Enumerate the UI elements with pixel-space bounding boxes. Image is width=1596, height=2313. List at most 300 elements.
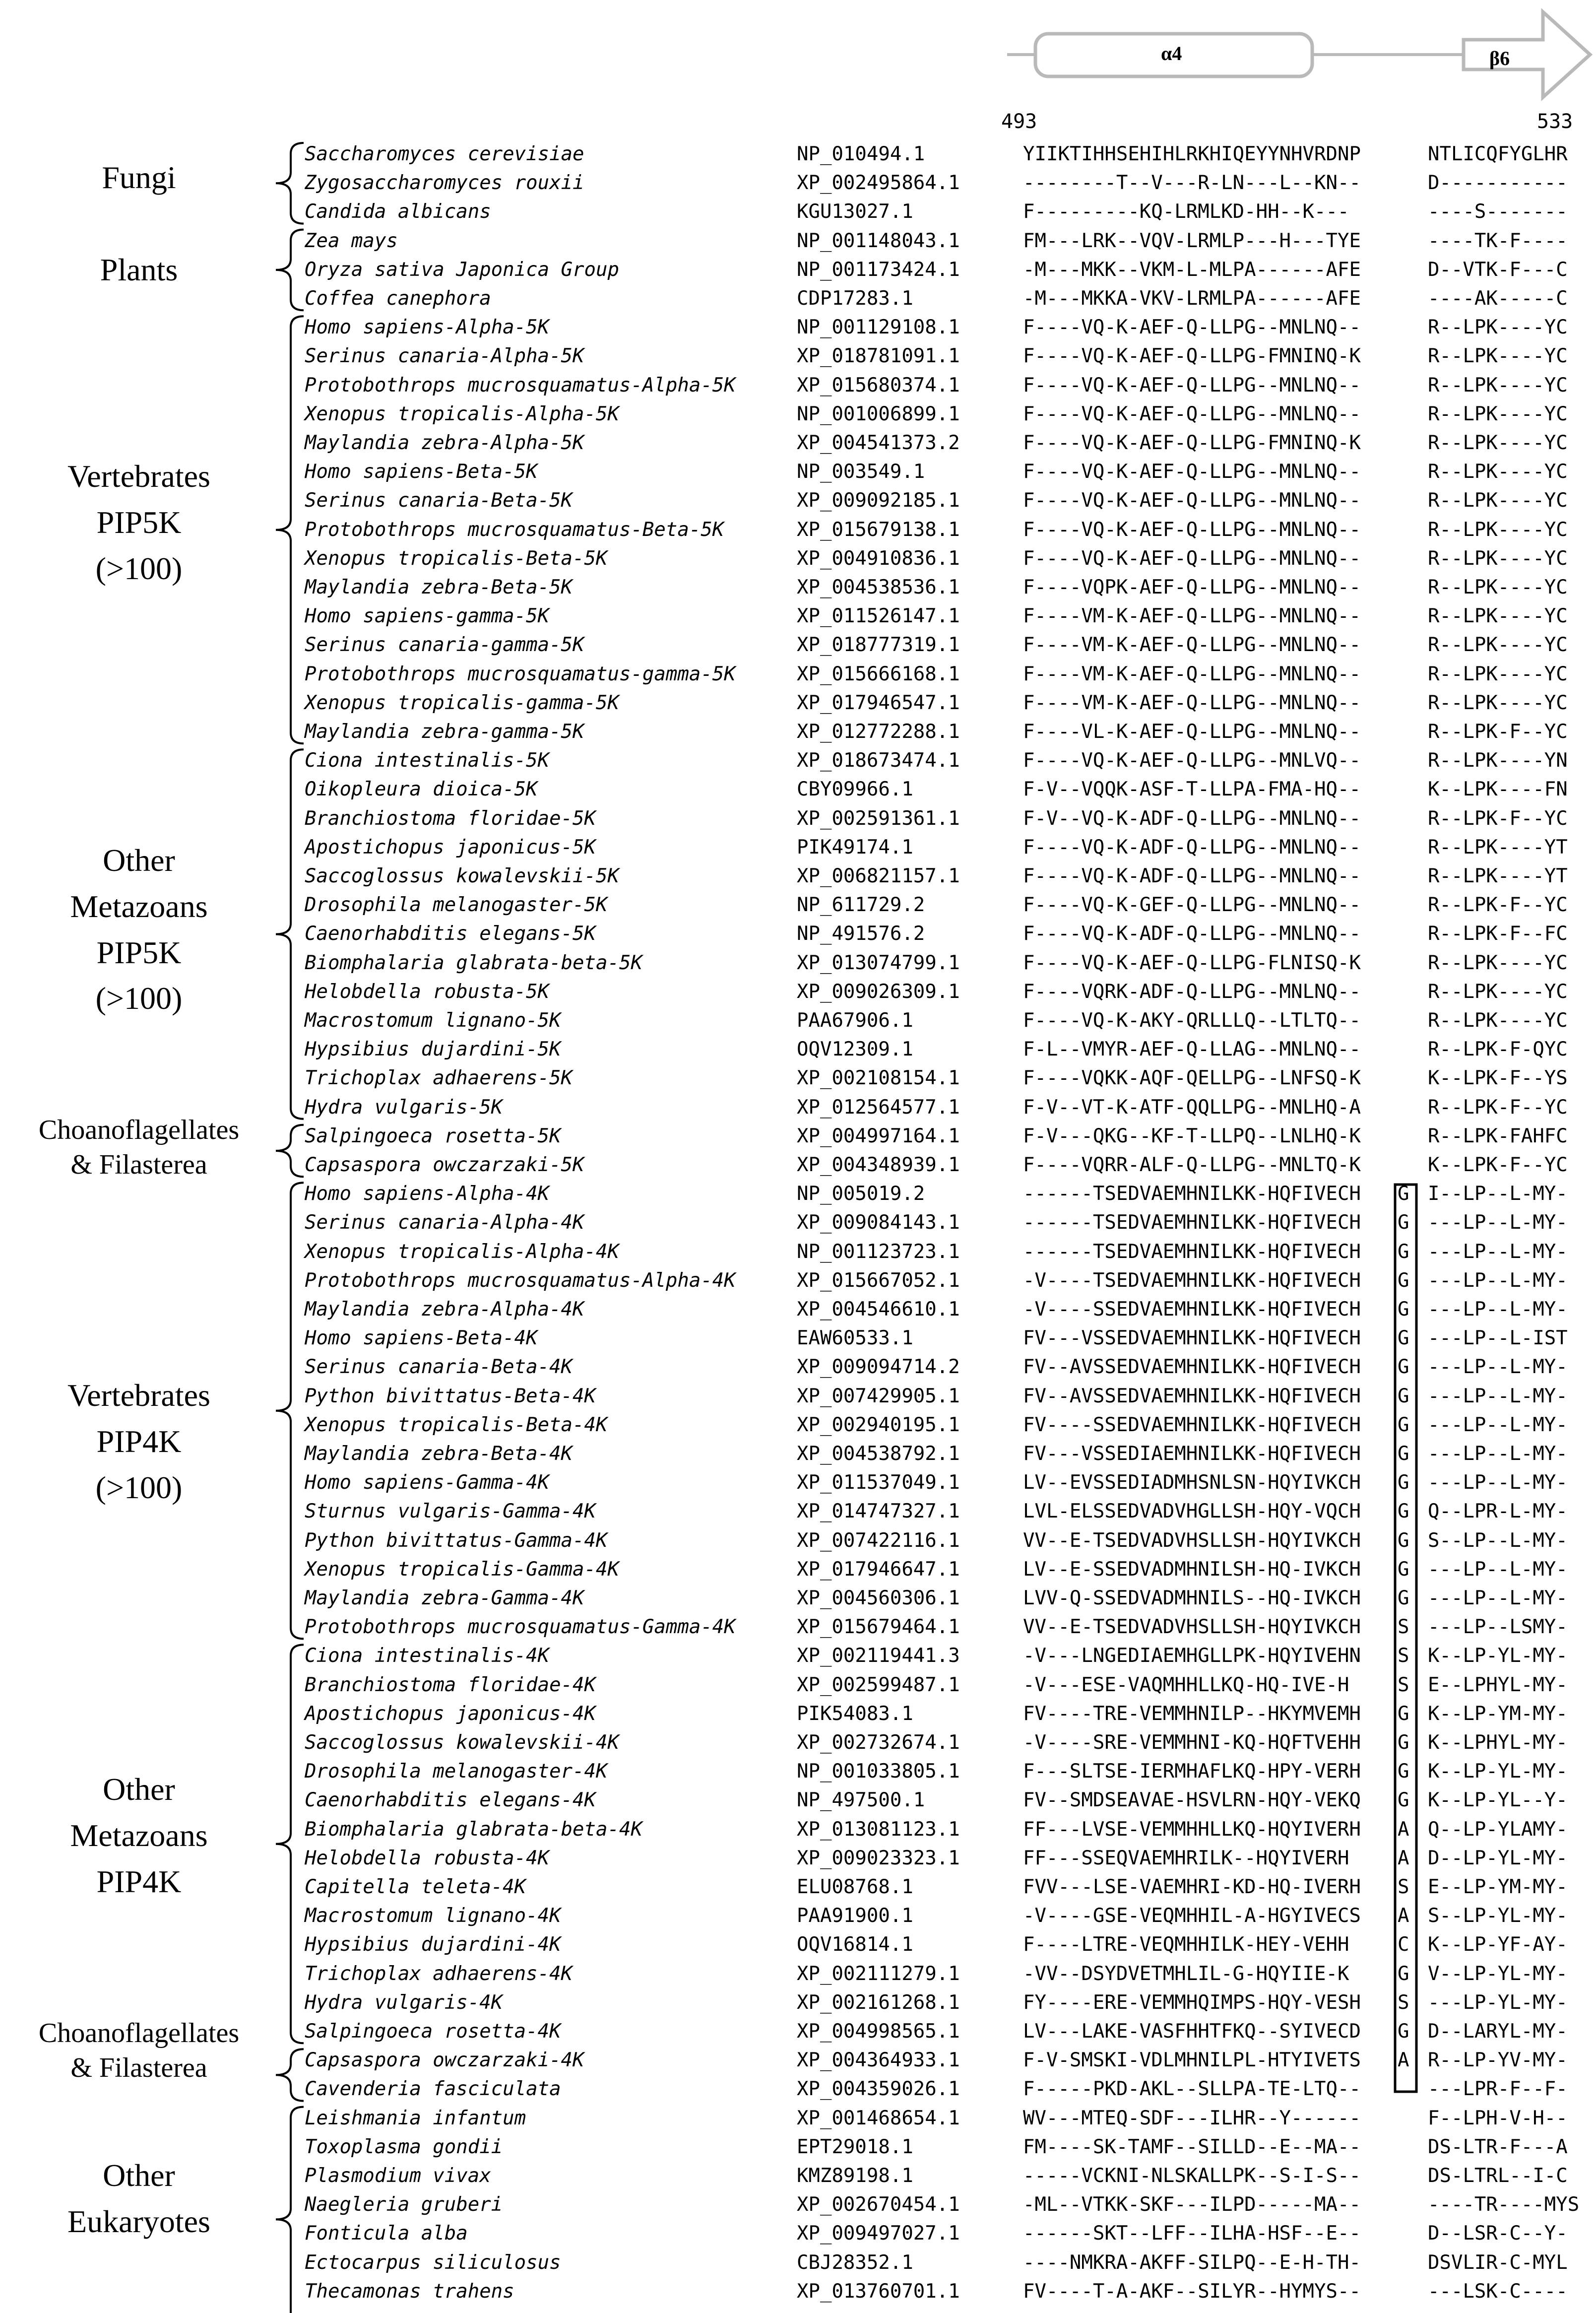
sequence-segment-1: -ML--VTKK-SKF---ILPD-----MA--	[1023, 2193, 1361, 2216]
accession-number: NP_001173424.1	[797, 258, 960, 281]
sequence-segment-1: F-V--VQ-K-ADF-Q-LLPG--MNLNQ--	[1023, 807, 1361, 830]
group-label-line: Metazoans	[70, 1817, 208, 1853]
sequence-segment-1: VV--E-TSEDVADVHSLLSH-HQYIVKCH	[1023, 1616, 1361, 1639]
sequence-segment-2: ---LP--L-MY-	[1428, 1298, 1568, 1321]
sequence-segment-1: LV--E-SSEDVADMHNILSH-HQ-IVKCH	[1023, 1558, 1361, 1581]
sequence-segment-2: S--LP--L-MY-	[1428, 1529, 1568, 1552]
sequence-segment-2: R--LPK----YC	[1428, 461, 1568, 483]
accession-number: EAW60533.1	[797, 1327, 913, 1350]
sequence-segment-2: R--LPK----YC	[1428, 345, 1568, 368]
accession-number: NP_497500.1	[797, 1789, 925, 1812]
sequence-segment-2: ---LP--LSMY-	[1428, 1616, 1568, 1639]
group-label-line: Eukaryotes	[67, 2203, 210, 2239]
sequence-segment-2: K--LP-YL-MY-	[1428, 1645, 1568, 1667]
group-label-line: PIP5K	[96, 934, 182, 970]
species-name: Homo sapiens-Beta-5K	[305, 461, 538, 483]
sequence-segment-1: F----VQRR-ALF-Q-LLPG--MNLTQ-K	[1023, 1154, 1361, 1176]
sequence-segment-1: F-V--VT-K-ATF-QQLLPG--MNLHQ-A	[1023, 1096, 1361, 1119]
species-name: Biomphalaria glabrata-beta-5K	[305, 951, 642, 974]
accession-number: XP_009084143.1	[797, 1211, 960, 1234]
accession-number: XP_004997164.1	[797, 1124, 960, 1147]
boxed-residue: G	[1398, 1269, 1409, 1292]
species-name: Homo sapiens-Gamma-4K	[305, 1471, 550, 1494]
sequence-segment-1: FM----SK-TAMF--SILLD--E--MA--	[1023, 2135, 1361, 2158]
species-name: Macrostomum lignano-4K	[305, 1905, 561, 1927]
species-name: Saccoglossus kowalevskii-5K	[305, 865, 619, 887]
species-name: Toxoplasma gondii	[305, 2135, 503, 2158]
sequence-segment-2: E--LPHYL-MY-	[1428, 1673, 1568, 1696]
sequence-segment-1: -V---LNGEDIAEMHGLLPK-HQYIVEHN	[1023, 1645, 1361, 1667]
accession-number: XP_004560306.1	[797, 1587, 960, 1609]
beta6-label: β6	[1489, 47, 1510, 69]
group-label-line: PIP5K	[96, 504, 182, 540]
species-name: Trichoplax adhaerens-5K	[305, 1067, 573, 1090]
species-name: Homo sapiens-Alpha-4K	[305, 1183, 550, 1205]
group-label-line: (>100)	[95, 550, 183, 586]
sequence-segment-2: R--LPK-FAHFC	[1428, 1124, 1568, 1147]
accession-number: XP_002495864.1	[797, 172, 960, 195]
species-name: Serinus canaria-Beta-5K	[305, 489, 573, 512]
sequence-segment-2: R--LPK----YC	[1428, 980, 1568, 1003]
species-name: Leishmania infantum	[305, 2107, 526, 2129]
sequence-segment-1: F----VQPK-AEF-Q-LLPG--MNLNQ--	[1023, 576, 1361, 598]
group-label-line: PIP4K	[96, 1423, 182, 1459]
accession-number: XP_009023323.1	[797, 1847, 960, 1869]
accession-number: NP_491576.2	[797, 923, 925, 945]
sequence-segment-1: F----VQ-K-AEF-Q-LLPG--MNLNQ--	[1023, 547, 1361, 570]
species-name: Helobdella robusta-5K	[305, 980, 550, 1003]
species-name: Maylandia zebra-gamma-5K	[305, 721, 584, 743]
accession-number: EPT29018.1	[797, 2135, 913, 2158]
species-name: Naegleria gruberi	[305, 2193, 503, 2216]
group-label-line: Fungi	[102, 160, 176, 195]
accession-number: NP_001123723.1	[797, 1240, 960, 1263]
sequence-segment-1: F-V---QKG--KF-T-LLPQ--LNLHQ-K	[1023, 1124, 1361, 1147]
sequence-segment-2: I--LP--L-MY-	[1428, 1183, 1568, 1205]
accession-number: XP_013074799.1	[797, 951, 960, 974]
species-name: Ectocarpus siliculosus	[305, 2251, 561, 2274]
boxed-residue: G	[1398, 1298, 1409, 1321]
sequence-segment-1: FV----T-A-AKF--SILYR--HYMYS--	[1023, 2280, 1361, 2303]
species-name: Branchiostoma floridae-4K	[305, 1673, 596, 1696]
sequence-segment-1: WV---MTEQ-SDF---ILHR--Y------	[1023, 2107, 1361, 2129]
sequence-segment-2: K--LPHYL-MY-	[1428, 1731, 1568, 1754]
group-label-line: Other	[103, 1772, 175, 1807]
sequence-segment-2: ---LP--L-MY-	[1428, 1385, 1568, 1407]
group-label-line: Choanoflagellates	[38, 2018, 240, 2049]
sequence-segment-1: -V---ESE-VAQMHHLLKQ-HQ-IVE-H	[1023, 1673, 1349, 1696]
sequence-segment-1: F----VM-K-AEF-Q-LLPG--MNLNQ--	[1023, 662, 1361, 685]
sequence-segment-1: F----VQ-K-AEF-Q-LLPG--MNLNQ--	[1023, 518, 1361, 541]
species-name: Maylandia zebra-Beta-5K	[305, 576, 573, 598]
sequence-segment-2: F--LPH-V-H--	[1428, 2107, 1568, 2129]
accession-number: XP_004364933.1	[797, 2049, 960, 2072]
accession-number: XP_004359026.1	[797, 2078, 960, 2101]
accession-number: XP_015680374.1	[797, 374, 960, 397]
accession-number: XP_004546610.1	[797, 1298, 960, 1321]
boxed-residue: S	[1398, 1645, 1409, 1667]
accession-number: XP_004348939.1	[797, 1154, 960, 1176]
accession-number: XP_002111279.1	[797, 1962, 960, 1985]
accession-number: XP_002108154.1	[797, 1067, 960, 1090]
boxed-residue: G	[1398, 1587, 1409, 1609]
boxed-residue: C	[1398, 1933, 1409, 1956]
species-name: Homo sapiens-Alpha-5K	[305, 316, 550, 339]
sequence-segment-1: -----VCKNI-NLSKALLPK--S-I-S--	[1023, 2165, 1361, 2187]
species-name: Salpingoeca rosetta-4K	[305, 2020, 561, 2043]
sequence-segment-2: ----S-------	[1428, 200, 1568, 223]
sequence-segment-2: R--LPK-F--YC	[1428, 721, 1568, 743]
sequence-segment-2: DS-LTR-F---A	[1428, 2135, 1568, 2158]
sequence-segment-1: YIIKTIHHSEHIHLRKHIQEYYNHVRDNP	[1023, 143, 1361, 165]
accession-number: NP_005019.2	[797, 1183, 925, 1205]
species-name: Serinus canaria-Alpha-4K	[305, 1211, 584, 1234]
species-name: Capitella teleta-4K	[305, 1876, 526, 1898]
sequence-segment-2: R--LPK----YC	[1428, 374, 1568, 397]
species-name: Apostichopus japonicus-5K	[305, 836, 596, 859]
species-name: Candida albicans	[305, 200, 491, 223]
species-name: Salpingoeca rosetta-5K	[305, 1124, 561, 1147]
sequence-segment-1: F----VQ-K-AEF-Q-LLPG-FMNINQ-K	[1023, 432, 1361, 454]
boxed-residue: G	[1398, 1529, 1409, 1552]
accession-number: XP_009092185.1	[797, 489, 960, 512]
accession-number: XP_004998565.1	[797, 2020, 960, 2043]
sequence-segment-1: FV--AVSSEDVAEMHNILKK-HQFIVECH	[1023, 1356, 1361, 1379]
sequence-segment-2: R--LPK----YC	[1428, 605, 1568, 628]
accession-number: XP_004910836.1	[797, 547, 960, 570]
boxed-residue: A	[1398, 1847, 1409, 1869]
species-name: Xenopus tropicalis-Beta-5K	[305, 547, 608, 570]
sequence-segment-2: ---LP--L-MY-	[1428, 1558, 1568, 1581]
group-label-line: & Filasterea	[70, 2052, 207, 2083]
sequence-segment-2: ----AK-----C	[1428, 287, 1568, 310]
sequence-segment-1: FV---VSSEDIAEMHNILKK-HQFIVECH	[1023, 1443, 1361, 1465]
accession-number: XP_015679464.1	[797, 1616, 960, 1639]
sequence-segment-1: F-V--VQQK-ASF-T-LLPA-FMA-HQ--	[1023, 778, 1361, 801]
accession-number: PIK54083.1	[797, 1702, 913, 1725]
species-name: Serinus canaria-Alpha-5K	[305, 345, 584, 368]
accession-number: XP_004538792.1	[797, 1443, 960, 1465]
sequence-segment-2: DS-LTRL--I-C	[1428, 2165, 1568, 2187]
sequence-segment-2: ---LP--L-MY-	[1428, 1211, 1568, 1234]
sequence-segment-1: LVV-Q-SSEDVADMHNILS--HQ-IVKCH	[1023, 1587, 1361, 1609]
sequence-segment-2: K--LP-YF-AY-	[1428, 1933, 1568, 1956]
species-name: Python bivittatus-Gamma-4K	[305, 1529, 608, 1552]
sequence-segment-2: R--LPK----YN	[1428, 749, 1568, 772]
accession-number: NP_003549.1	[797, 461, 925, 483]
boxed-residue: A	[1398, 2049, 1409, 2072]
sequence-segment-1: F----VQ-K-GEF-Q-LLPG--MNLNQ--	[1023, 894, 1361, 917]
species-name: Maylandia zebra-Gamma-4K	[305, 1587, 584, 1609]
accession-number: XP_017946647.1	[797, 1558, 960, 1581]
sequence-segment-1: F----VM-K-AEF-Q-LLPG--MNLNQ--	[1023, 634, 1361, 657]
species-name: Capsaspora owczarzaki-4K	[305, 2049, 584, 2072]
sequence-segment-2: R--LPK-F--FC	[1428, 923, 1568, 945]
boxed-residue: G	[1398, 1471, 1409, 1494]
sequence-segment-2: ---LP--L-MY-	[1428, 1356, 1568, 1379]
boxed-residue: G	[1398, 1962, 1409, 1985]
sequence-segment-1: F----VQ-K-AKY-QRLLLQ--LTLTQ--	[1023, 1009, 1361, 1032]
accession-number: NP_001006899.1	[797, 402, 960, 425]
species-name: Oikopleura dioica-5K	[305, 778, 538, 801]
species-name: Caenorhabditis elegans-4K	[305, 1789, 596, 1812]
sequence-segment-2: D--LP-YL-MY-	[1428, 1847, 1568, 1869]
accession-number: XP_002591361.1	[797, 807, 960, 830]
accession-number: PAA91900.1	[797, 1905, 913, 1927]
boxed-residue: G	[1398, 1702, 1409, 1725]
boxed-residue: G	[1398, 1558, 1409, 1581]
species-name: Serinus canaria-gamma-5K	[305, 634, 584, 657]
sequence-segment-1: ------TSEDVAEMHNILKK-HQFIVECH	[1023, 1183, 1361, 1205]
boxed-residue: G	[1398, 1789, 1409, 1812]
sequence-segment-1: F----VQKK-AQF-QELLPG--LNFSQ-K	[1023, 1067, 1361, 1090]
sequence-segment-1: F-----PKD-AKL--SLLPA-TE-LTQ--	[1023, 2078, 1361, 2101]
sequence-segment-2: R--LPK-F-QYC	[1428, 1038, 1568, 1061]
accession-number: XP_009026309.1	[797, 980, 960, 1003]
accession-number: PAA67906.1	[797, 1009, 913, 1032]
sequence-segment-1: FV----TRE-VEMMHNILP--HKYMVEMH	[1023, 1702, 1361, 1725]
sequence-segment-2: R--LPK----YC	[1428, 489, 1568, 512]
accession-number: XP_011526147.1	[797, 605, 960, 628]
sequence-segment-2: ---LP-YL-MY-	[1428, 1991, 1568, 2014]
species-name: Protobothrops mucrosquamatus-Beta-5K	[305, 518, 724, 541]
accession-number: XP_007429905.1	[797, 1385, 960, 1407]
sequence-segment-1: F---------KQ-LRMLKD-HH--K---	[1023, 200, 1349, 223]
accession-number: PIK49174.1	[797, 836, 913, 859]
accession-number: XP_004541373.2	[797, 432, 960, 454]
sequence-segment-2: NTLICQFYGLHR	[1428, 143, 1568, 165]
group-label-line: PIP4K	[96, 1863, 182, 1899]
sequence-segment-1: FV--AVSSEDVAEMHNILKK-HQFIVECH	[1023, 1385, 1361, 1407]
sequence-segment-2: ---LP--L-MY-	[1428, 1240, 1568, 1263]
species-name: Homo sapiens-Beta-4K	[305, 1327, 538, 1350]
species-name: Drosophila melanogaster-5K	[305, 894, 608, 917]
accession-number: CBY09966.1	[797, 778, 913, 801]
species-name: Fonticula alba	[305, 2222, 468, 2245]
boxed-residue: S	[1398, 1876, 1409, 1898]
sequence-segment-2: R--LPK----YT	[1428, 836, 1568, 859]
sequence-segment-1: F----VQ-K-AEF-Q-LLPG-FLNISQ-K	[1023, 951, 1361, 974]
group-label-line: Vertebrates	[67, 459, 210, 494]
species-name: Capsaspora owczarzaki-5K	[305, 1154, 584, 1176]
sequence-segment-1: F----VQ-K-AEF-Q-LLPG-FMNINQ-K	[1023, 345, 1361, 368]
species-name: Macrostomum lignano-5K	[305, 1009, 561, 1032]
boxed-residue: G	[1398, 1413, 1409, 1436]
sequence-segment-1: -VV--DSYDVETMHLIL-G-HQYIIE-K	[1023, 1962, 1349, 1985]
sequence-segment-1: FV---VSSEDVAEMHNILKK-HQFIVECH	[1023, 1327, 1361, 1350]
species-name: Serinus canaria-Beta-4K	[305, 1356, 573, 1379]
boxed-residue: G	[1398, 2020, 1409, 2043]
sequence-segment-2: ---LP--L-MY-	[1428, 1413, 1568, 1436]
species-name: Helobdella robusta-4K	[305, 1847, 550, 1869]
sequence-segment-2: K--LPK----FN	[1428, 778, 1568, 801]
sequence-segment-2: R--LPK-F--YC	[1428, 807, 1568, 830]
accession-number: XP_002940195.1	[797, 1413, 960, 1436]
species-name: Hydra vulgaris-5K	[305, 1096, 503, 1119]
sequence-segment-2: R--LPK----YC	[1428, 1009, 1568, 1032]
species-name: Saccoglossus kowalevskii-4K	[305, 1731, 619, 1754]
sequence-segment-1: FF---LVSE-VEMMHHLLKQ-HQYIVERH	[1023, 1818, 1361, 1841]
accession-number: OQV12309.1	[797, 1038, 913, 1061]
accession-number: XP_015667052.1	[797, 1269, 960, 1292]
sequence-segment-1: FM---LRK--VQV-LRMLP---H---TYE	[1023, 229, 1361, 252]
accession-number: XP_004538536.1	[797, 576, 960, 598]
sequence-segment-1: -V----SRE-VEMMHNI-KQ-HQFTVEHH	[1023, 1731, 1361, 1754]
sequence-segment-1: -M---MKK--VKM-L-MLPA------AFE	[1023, 258, 1361, 281]
accession-number: XP_018777319.1	[797, 634, 960, 657]
species-name: Drosophila melanogaster-4K	[305, 1760, 608, 1783]
accession-number: XP_002161268.1	[797, 1991, 960, 2014]
species-name: Ciona intestinalis-5K	[305, 749, 550, 772]
species-name: Thecamonas trahens	[305, 2280, 514, 2303]
sequence-segment-1: VV--E-TSEDVADVHSLLSH-HQYIVKCH	[1023, 1529, 1361, 1552]
boxed-residue: A	[1398, 1905, 1409, 1927]
accession-number: CDP17283.1	[797, 287, 913, 310]
group-label-line: (>100)	[95, 1469, 183, 1505]
sequence-segment-1: -V----GSE-VEQMHHIL-A-HGYIVECS	[1023, 1905, 1361, 1927]
sequence-segment-1: ----NMKRA-AKFF-SILPQ--E-H-TH-	[1023, 2251, 1361, 2274]
sequence-segment-2: R--LPK----YC	[1428, 662, 1568, 685]
species-name: Xenopus tropicalis-gamma-5K	[305, 691, 619, 714]
sequence-segment-1: ------TSEDVAEMHNILKK-HQFIVECH	[1023, 1211, 1361, 1234]
sequence-segment-2: R--LPK----YC	[1428, 402, 1568, 425]
group-label-line: Other	[103, 843, 175, 878]
boxed-residue: G	[1398, 1443, 1409, 1465]
sequence-segment-2: ---LP--L-MY-	[1428, 1443, 1568, 1465]
sequence-segment-1: ------TSEDVAEMHNILKK-HQFIVECH	[1023, 1240, 1361, 1263]
boxed-residue: G	[1398, 1211, 1409, 1234]
group-label-line: Metazoans	[70, 888, 208, 924]
sequence-segment-1: -V----TSEDVAEMHNILKK-HQFIVECH	[1023, 1269, 1361, 1292]
species-name: Cavenderia fasciculata	[305, 2078, 561, 2101]
sequence-segment-2: K--LPK-F--YS	[1428, 1067, 1568, 1090]
accession-number: OQV16814.1	[797, 1933, 913, 1956]
species-name: Xenopus tropicalis-Gamma-4K	[305, 1558, 619, 1581]
sequence-segment-2: D--VTK-F---C	[1428, 258, 1568, 281]
accession-number: XP_015679138.1	[797, 518, 960, 541]
sequence-segment-1: F-L--VMYR-AEF-Q-LLAG--MNLNQ--	[1023, 1038, 1361, 1061]
accession-number: KMZ89198.1	[797, 2165, 913, 2187]
species-name: Ciona intestinalis-4K	[305, 1645, 550, 1667]
sequence-segment-2: ---LPR-F--F-	[1428, 2078, 1568, 2101]
sequence-segment-2: ----TR----MYS	[1428, 2193, 1580, 2216]
accession-number: XP_011537049.1	[797, 1471, 960, 1494]
alpha4-label: α4	[1161, 42, 1182, 65]
sequence-segment-2: R--LPK----YT	[1428, 865, 1568, 887]
accession-number: XP_018781091.1	[797, 345, 960, 368]
accession-number: XP_012772288.1	[797, 721, 960, 743]
accession-number: XP_014747327.1	[797, 1500, 960, 1523]
boxed-residue: G	[1398, 1731, 1409, 1754]
boxed-residue: S	[1398, 1991, 1409, 2014]
sequence-segment-1: -M---MKKA-VKV-LRMLPA------AFE	[1023, 287, 1361, 310]
species-name: Apostichopus japonicus-4K	[305, 1702, 596, 1725]
boxed-residue: G	[1398, 1760, 1409, 1783]
sequence-segment-2: K--LPK-F--YC	[1428, 1154, 1568, 1176]
sequence-segment-2: ---LSK-C----	[1428, 2280, 1568, 2303]
accession-number: XP_017946547.1	[797, 691, 960, 714]
species-name: Branchiostoma floridae-5K	[305, 807, 596, 830]
sequence-segment-2: D--LSR-C--Y-	[1428, 2222, 1568, 2245]
species-name: Oryza sativa Japonica Group	[305, 258, 619, 281]
sequence-segment-1: LV---LAKE-VASFHHTFKQ--SYIVECD	[1023, 2020, 1361, 2043]
group-label-line: & Filasterea	[70, 1149, 207, 1180]
accession-number: XP_002732674.1	[797, 1731, 960, 1754]
accession-number: NP_001033805.1	[797, 1760, 960, 1783]
sequence-segment-2: R--LPK----YC	[1428, 951, 1568, 974]
sequence-segment-2: R--LPK----YC	[1428, 547, 1568, 570]
sequence-segment-2: S--LP-YL-MY-	[1428, 1905, 1568, 1927]
accession-number: XP_013081123.1	[797, 1818, 960, 1841]
species-name: Coffea canephora	[305, 287, 491, 310]
sequence-segment-1: F----VQ-K-ADF-Q-LLPG--MNLNQ--	[1023, 923, 1361, 945]
accession-number: XP_018673474.1	[797, 749, 960, 772]
species-name: Hypsibius dujardini-4K	[305, 1933, 561, 1956]
accession-number: KGU13027.1	[797, 200, 913, 223]
accession-number: XP_013760701.1	[797, 2280, 960, 2303]
sequence-segment-1: F----VQ-K-ADF-Q-LLPG--MNLNQ--	[1023, 865, 1361, 887]
sequence-segment-2: R--LPK----YC	[1428, 518, 1568, 541]
sequence-segment-1: F----VQ-K-AEF-Q-LLPG--MNLNQ--	[1023, 402, 1361, 425]
sequence-segment-2: ---LP--L-MY-	[1428, 1471, 1568, 1494]
sequence-segment-1: F----VQ-K-AEF-Q-LLPG--MNLVQ--	[1023, 749, 1361, 772]
species-name: Caenorhabditis elegans-5K	[305, 923, 596, 945]
sequence-segment-1: F----VQ-K-AEF-Q-LLPG--MNLNQ--	[1023, 489, 1361, 512]
accession-number: CBJ28352.1	[797, 2251, 913, 2274]
sequence-segment-1: FV----SSEDVAEMHNILKK-HQFIVECH	[1023, 1413, 1361, 1436]
sequence-segment-1: F----VQ-K-AEF-Q-LLPG--MNLNQ--	[1023, 316, 1361, 339]
species-name: Xenopus tropicalis-Beta-4K	[305, 1413, 608, 1436]
boxed-residue: G	[1398, 1183, 1409, 1205]
accession-number: XP_015666168.1	[797, 662, 960, 685]
species-name: Maylandia zebra-Alpha-4K	[305, 1298, 584, 1321]
sequence-segment-2: D-----------	[1428, 172, 1568, 195]
sequence-segment-1: FVV---LSE-VAEMHRI-KD-HQ-IVERH	[1023, 1876, 1361, 1898]
accession-number: XP_002599487.1	[797, 1673, 960, 1696]
sequence-segment-1: F----VQ-K-ADF-Q-LLPG--MNLNQ--	[1023, 836, 1361, 859]
accession-number: NP_001148043.1	[797, 229, 960, 252]
species-name: Hypsibius dujardini-5K	[305, 1038, 561, 1061]
accession-number: XP_002670454.1	[797, 2193, 960, 2216]
accession-number: XP_001468654.1	[797, 2107, 960, 2129]
species-name: Trichoplax adhaerens-4K	[305, 1962, 573, 1985]
species-name: Hydra vulgaris-4K	[305, 1991, 503, 2014]
sequence-segment-1: FF---SSEQVAEMHRILK--HQYIVERH	[1023, 1847, 1349, 1869]
accession-number: XP_009094714.2	[797, 1356, 960, 1379]
species-name: Biomphalaria glabrata-beta-4K	[305, 1818, 642, 1841]
species-name: Homo sapiens-gamma-5K	[305, 605, 550, 628]
accession-number: NP_001129108.1	[797, 316, 960, 339]
sequence-segment-2: Q--LP-YLAMY-	[1428, 1818, 1568, 1841]
sequence-segment-1: LVL-ELSSEDVADVHGLLSH-HQY-VQCH	[1023, 1500, 1361, 1523]
species-name: Protobothrops mucrosquamatus-Alpha-5K	[305, 374, 736, 397]
sequence-segment-2: Q--LPR-L-MY-	[1428, 1500, 1568, 1523]
species-name: Plasmodium vivax	[305, 2165, 491, 2187]
sequence-segment-2: R--LPK----YC	[1428, 576, 1568, 598]
boxed-residue: G	[1398, 1327, 1409, 1350]
accession-number: XP_002119441.3	[797, 1645, 960, 1667]
species-name: Maylandia zebra-Beta-4K	[305, 1443, 573, 1465]
boxed-residue: S	[1398, 1673, 1409, 1696]
accession-number: NP_010494.1	[797, 143, 925, 165]
species-name: Xenopus tropicalis-Alpha-4K	[305, 1240, 619, 1263]
position-start: 493	[1001, 110, 1037, 133]
species-name: Protobothrops mucrosquamatus-gamma-5K	[305, 662, 736, 685]
sequence-segment-2: ---LP--L-IST	[1428, 1327, 1568, 1350]
species-name: Zygosaccharomyces rouxii	[305, 172, 584, 195]
species-name: Protobothrops mucrosquamatus-Alpha-4K	[305, 1269, 736, 1292]
accession-number: ELU08768.1	[797, 1876, 913, 1898]
